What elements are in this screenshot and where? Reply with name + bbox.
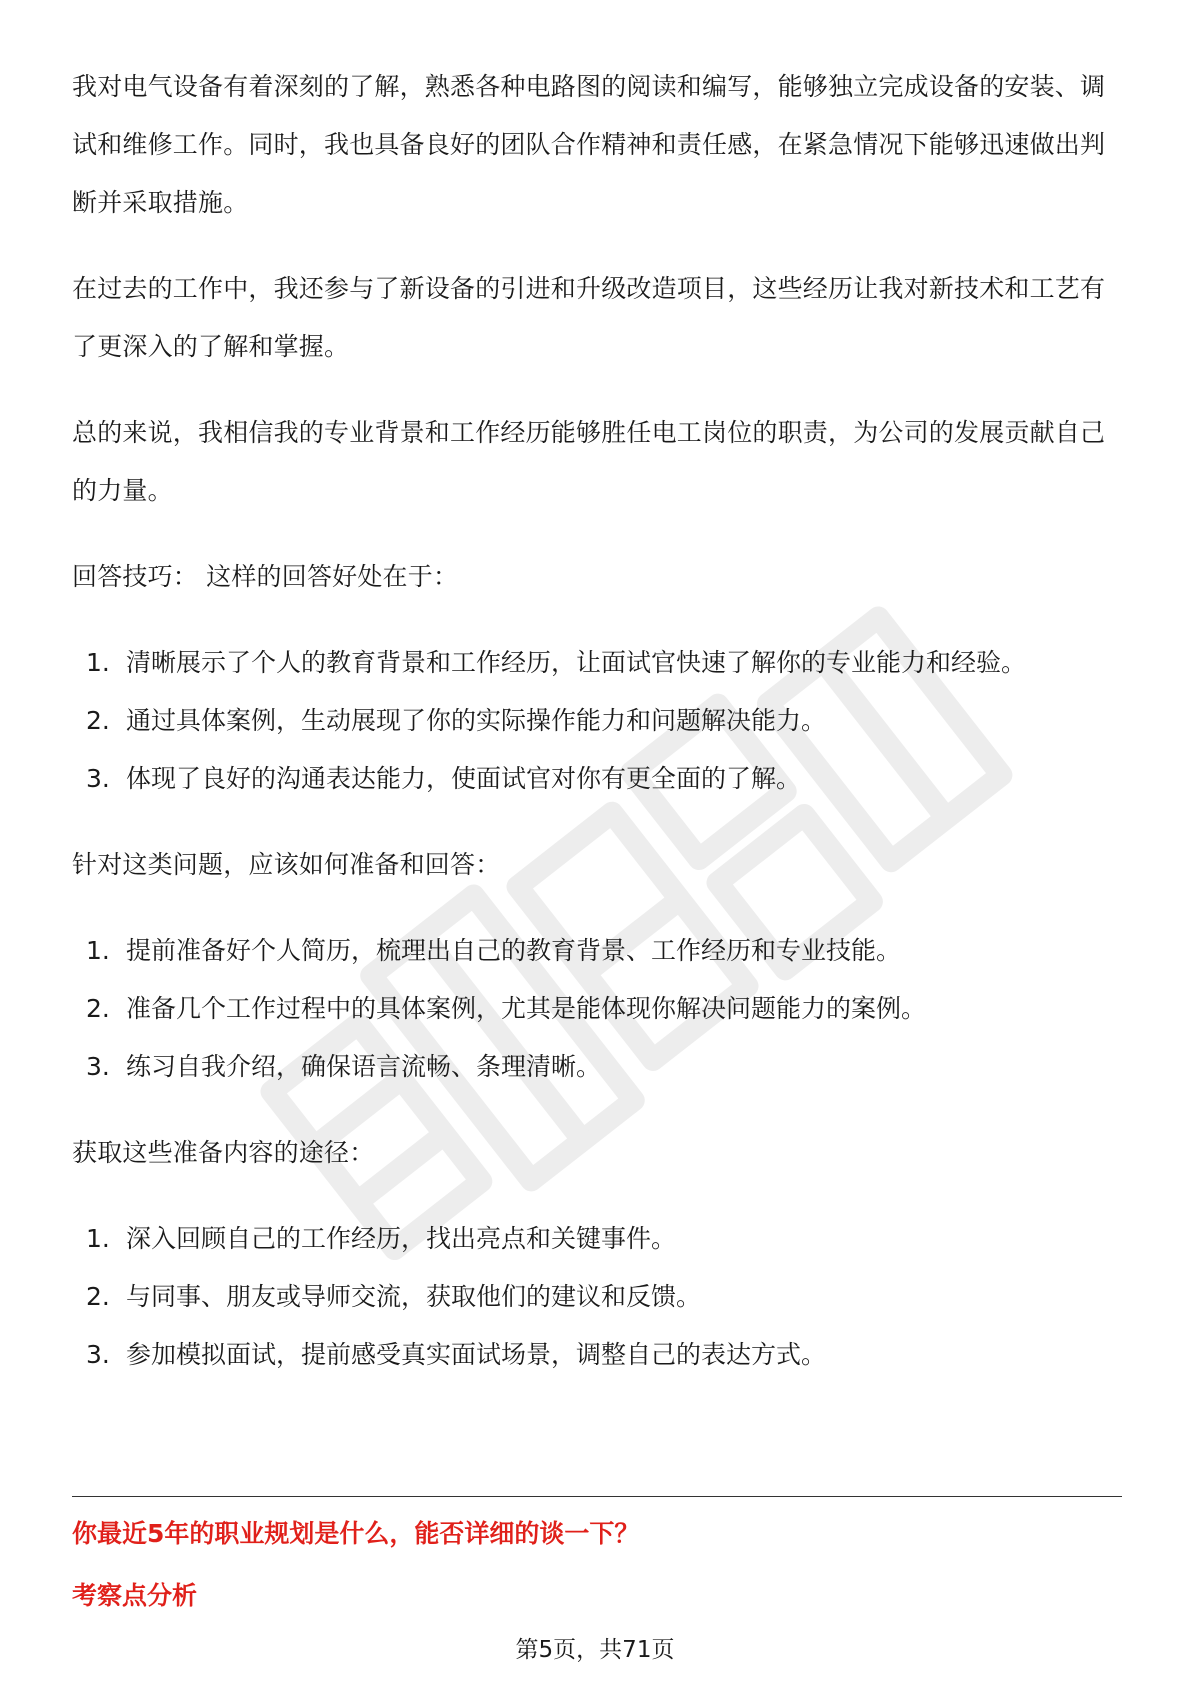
list-number: 1. [86, 1224, 110, 1253]
tips-heading: 回答技巧： 这样的回答好处在于： [72, 562, 459, 591]
prep-list [72, 922, 1122, 1096]
section-divider [72, 1496, 1122, 1497]
list-item [72, 922, 1122, 980]
list-text: 清晰展示了个人的教育背景和工作经历，让面试官快速了解你的专业能力和经验。 [126, 648, 1027, 677]
list-item [72, 1210, 1122, 1268]
list-text: 练习自我介绍，确保语言流畅、条理清晰。 [126, 1052, 602, 1081]
list-text: 体现了良好的沟通表达能力，使面试官对你有更全面的了解。 [126, 764, 802, 793]
prep-heading: 针对这类问题，应该如何准备和回答： [72, 850, 501, 879]
list-number: 1. [86, 648, 110, 677]
list-number: 3. [86, 1340, 110, 1369]
paragraph-summary: 总的来说，我相信我的专业背景和工作经历能够胜任电工岗位的职责，为公司的发展贡献自己的力量。 [72, 418, 1106, 505]
main-content [72, 58, 1122, 1412]
analysis-subtitle: 考察点分析 [72, 1581, 198, 1610]
list-item [72, 1038, 1122, 1096]
list-number: 2. [86, 706, 110, 735]
sources-heading: 获取这些准备内容的途径： [72, 1138, 375, 1167]
tips-list [72, 634, 1122, 808]
paragraph-expertise: 我对电气设备有着深刻的了解，熟悉各种电路图的阅读和编写，能够独立完成设备的安装、调试和维修工作。同时，我也具备良好的团队合作精神和责任感，在紧急情况下能够迅速做出判断并采取措施。 [72, 72, 1106, 217]
list-item [72, 980, 1122, 1038]
list-item [72, 634, 1122, 692]
list-text: 通过具体案例，生动展现了你的实际操作能力和问题解决能力。 [126, 706, 827, 735]
list-number: 3. [86, 764, 110, 793]
list-text: 提前准备好个人简历，梳理出自己的教育背景、工作经历和专业技能。 [126, 936, 902, 965]
list-item [72, 1326, 1122, 1384]
paragraph-projects: 在过去的工作中，我还参与了新设备的引进和升级改造项目，这些经历让我对新技术和工艺有了更深入的了解和掌握。 [72, 274, 1106, 361]
list-number: 3. [86, 1052, 110, 1081]
next-question-title: 你最近5年的职业规划是什么，能否详细的谈一下？ [72, 1519, 640, 1548]
sources-list [72, 1210, 1122, 1384]
page-number: 第5页，共71页 [515, 1637, 675, 1663]
list-number: 2. [86, 994, 110, 1023]
list-item [72, 1268, 1122, 1326]
list-item [72, 692, 1122, 750]
list-text: 参加模拟面试，提前感受真实面试场景，调整自己的表达方式。 [126, 1340, 827, 1369]
list-number: 1. [86, 936, 110, 965]
list-text: 深入回顾自己的工作经历，找出亮点和关键事件。 [126, 1224, 677, 1253]
list-text: 准备几个工作过程中的具体案例，尤其是能体现你解决问题能力的案例。 [126, 994, 927, 1023]
list-number: 2. [86, 1282, 110, 1311]
list-text: 与同事、朋友或导师交流，获取他们的建议和反馈。 [126, 1282, 702, 1311]
list-item [72, 750, 1122, 808]
